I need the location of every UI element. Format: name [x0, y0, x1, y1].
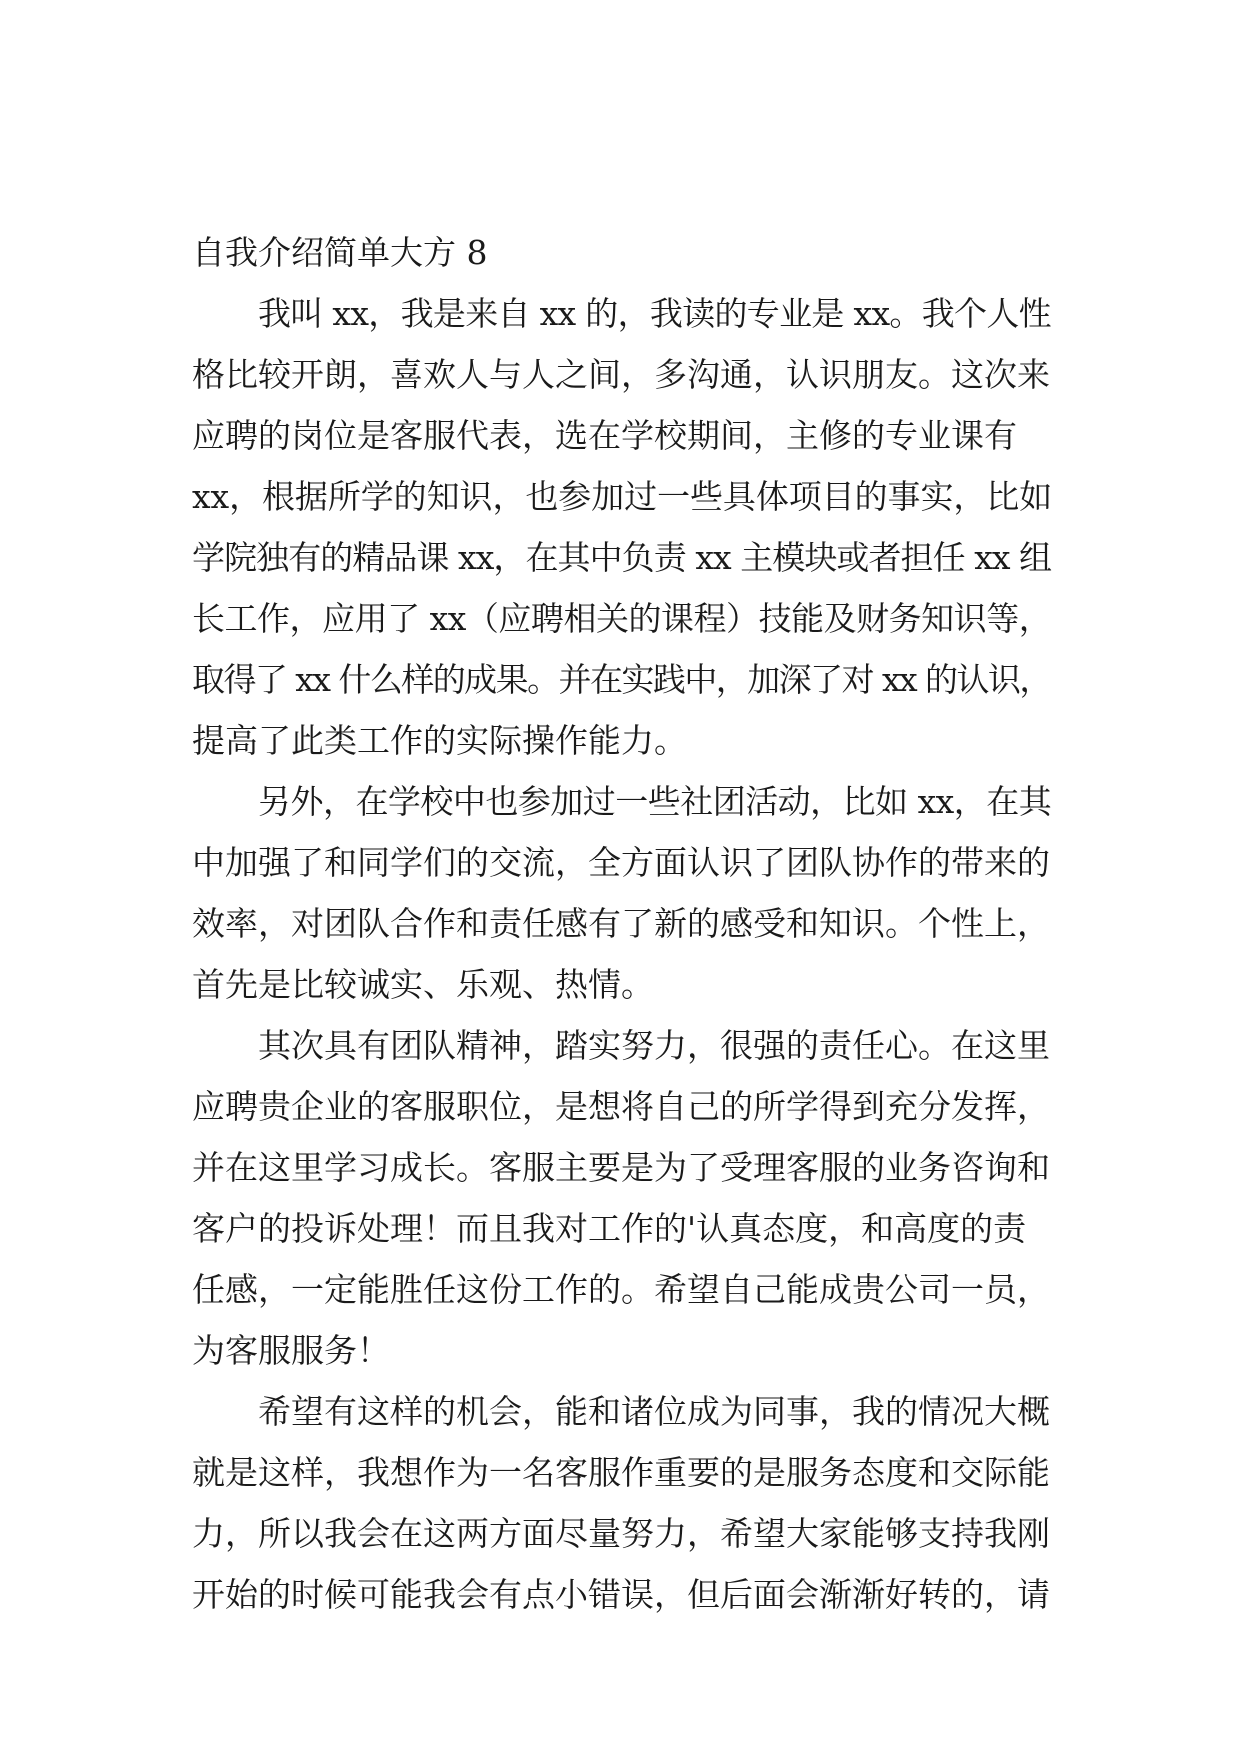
text-line: 我叫 xx，我是来自 xx 的，我读的专业是 xx。我个人性 — [258, 294, 1051, 333]
text-line: 为客服服务！ — [192, 1331, 390, 1370]
text-line: 取得了 xx 什么样的成果。并在实践中，加深了对 xx 的认识， — [192, 660, 1051, 699]
document-title: 自我介绍简单大方 8 — [192, 233, 488, 272]
text-line: xx，根据所学的知识，也参加过一些具体项目的事实，比如 — [192, 477, 1053, 516]
body-text — [192, 283, 1052, 1625]
text-line: 就是这样，我想作为一名客服作重要的是服务态度和交际能 — [192, 1453, 1050, 1492]
text-line: 任感，一定能胜任这份工作的。希望自己能成贵公司一员， — [192, 1270, 1050, 1309]
text-line: 提高了此类工作的实际操作能力。 — [192, 721, 687, 760]
text-line: 希望有这样的机会，能和诸位成为同事，我的情况大概 — [258, 1392, 1050, 1431]
text-line: 客户的投诉处理！而且我对工作的'认真态度，和高度的责 — [192, 1209, 1027, 1248]
document-body — [192, 222, 1052, 1625]
text-line: 应聘的岗位是客服代表，选在学校期间，主修的专业课有 — [192, 416, 1017, 455]
text-line: 格比较开朗，喜欢人与人之间，多沟通，认识朋友。这次来 — [192, 355, 1050, 394]
text-line: 开始的时候可能我会有点小错误，但后面会渐渐好转的，请 — [192, 1575, 1050, 1614]
text-line: 中加强了和同学们的交流，全方面认识了团队协作的带来的 — [192, 843, 1050, 882]
text-line: 另外，在学校中也参加过一些社团活动，比如 xx，在其 — [258, 782, 1052, 821]
text-line: 效率，对团队合作和责任感有了新的感受和知识。个性上， — [192, 904, 1050, 943]
text-line: 力，所以我会在这两方面尽量努力，希望大家能够支持我刚 — [192, 1514, 1050, 1553]
text-line: 学院独有的精品课 xx，在其中负责 xx 主模块或者担任 xx 组 — [192, 538, 1052, 577]
text-line: 其次具有团队精神，踏实努力，很强的责任心。在这里 — [258, 1026, 1050, 1065]
text-line: 首先是比较诚实、乐观、热情。 — [192, 965, 654, 1004]
text-line: 并在这里学习成长。客服主要是为了受理客服的业务咨询和 — [192, 1148, 1050, 1187]
text-line: 应聘贵企业的客服职位，是想将自己的所学得到充分发挥， — [192, 1087, 1050, 1126]
text-line: 长工作，应用了 xx（应聘相关的课程）技能及财务知识等， — [192, 599, 1052, 638]
